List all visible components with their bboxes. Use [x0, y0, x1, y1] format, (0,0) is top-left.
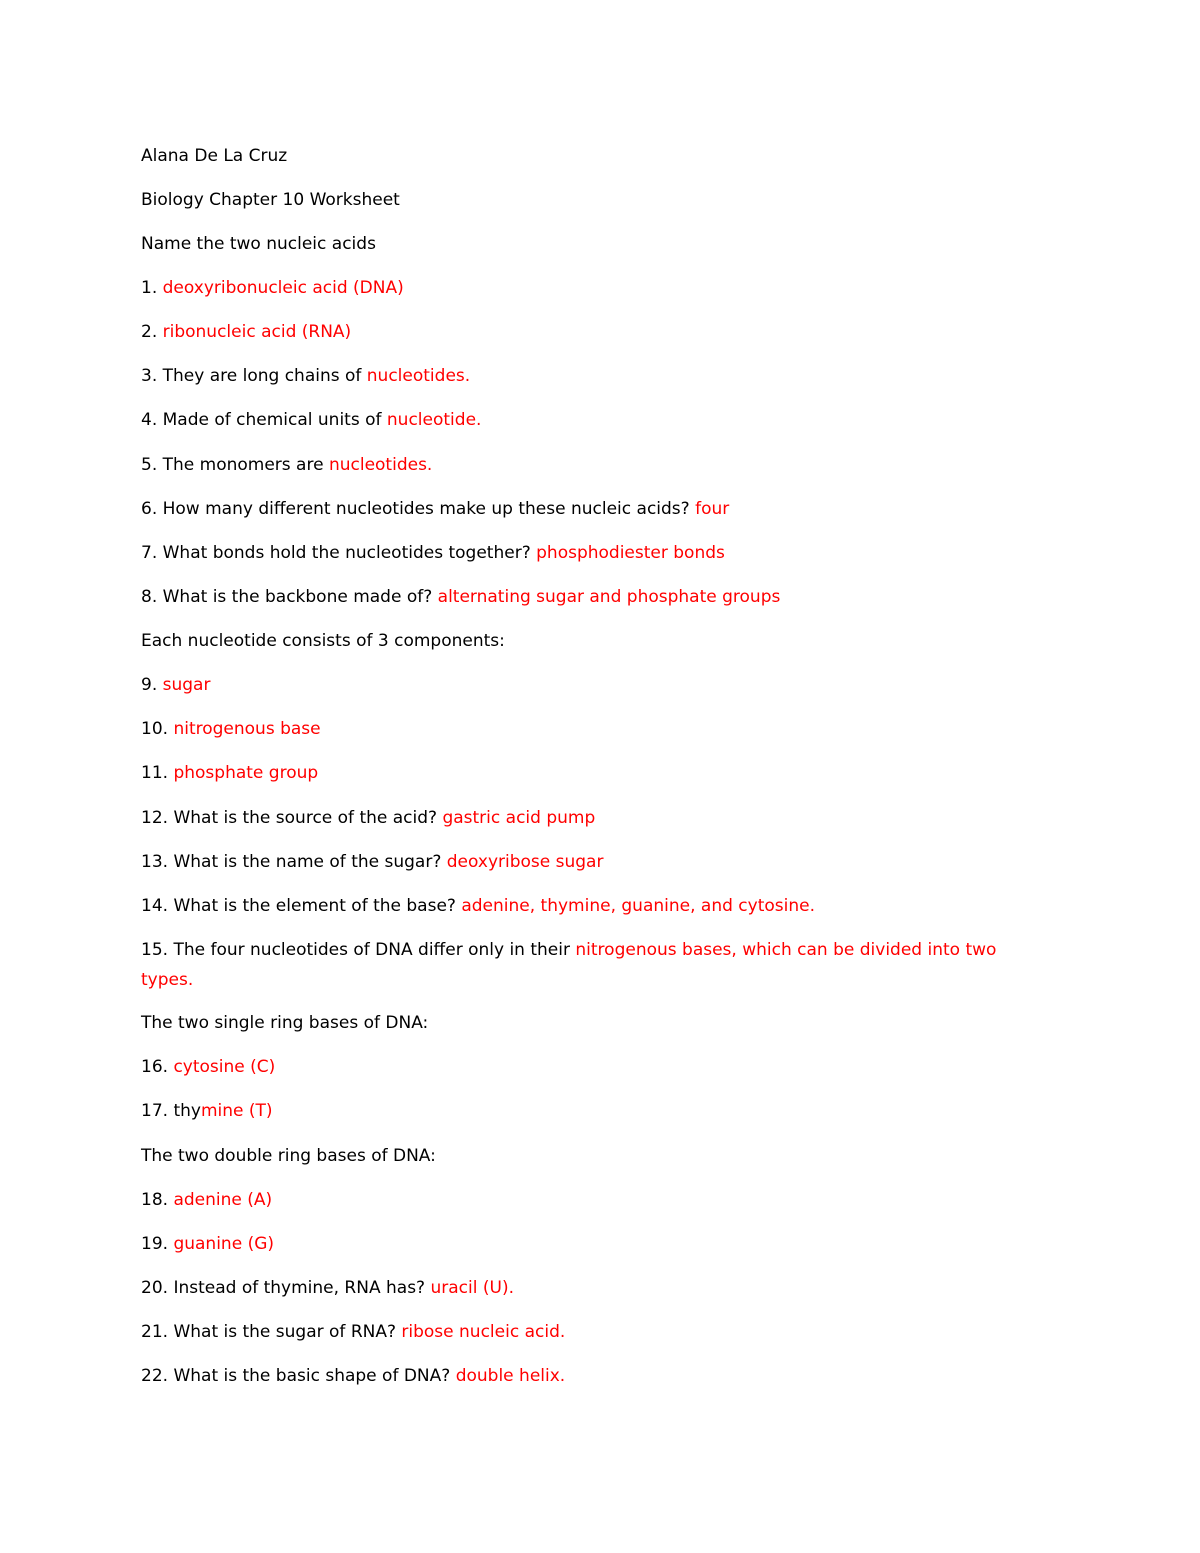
- answer-text: nitrogenous base: [173, 719, 321, 739]
- worksheet-line: 14. What is the element of the base? adenine, thymine, guanine, and cytosine.: [141, 896, 815, 916]
- answer-text: sugar: [162, 675, 211, 695]
- answer-text: ribonucleic acid (RNA): [162, 322, 352, 342]
- worksheet-line: 9. sugar: [141, 675, 211, 695]
- answer-text: nucleotides.: [366, 366, 471, 386]
- answer-text: uracil (U).: [430, 1278, 514, 1298]
- answer-text: ribose nucleic acid.: [401, 1322, 566, 1342]
- worksheet-line: 19. guanine (G): [141, 1234, 275, 1254]
- answer-text: deoxyribose sugar: [446, 852, 604, 872]
- answer-text: phosphodiester bonds: [536, 543, 725, 563]
- answer-text: double helix.: [455, 1366, 566, 1386]
- worksheet-line: 12. What is the source of the acid? gastric acid pump: [141, 808, 596, 828]
- answer-text: gastric acid pump: [442, 808, 596, 828]
- worksheet-line: 2. ribonucleic acid (RNA): [141, 322, 352, 342]
- worksheet-line: 20. Instead of thymine, RNA has? uracil (U).: [141, 1278, 514, 1298]
- worksheet-line: 13. What is the name of the sugar? deoxyribose sugar: [141, 852, 604, 872]
- worksheet-line: 10. nitrogenous base: [141, 719, 321, 739]
- answer-text: guanine (G): [173, 1234, 275, 1254]
- section-heading: Name the two nucleic acids: [141, 234, 376, 254]
- worksheet-line: 1. deoxyribonucleic acid (DNA): [141, 278, 404, 298]
- answer-text: deoxyribonucleic acid (DNA): [162, 278, 404, 298]
- worksheet-line: 4. Made of chemical units of nucleotide.: [141, 410, 482, 430]
- answer-text: adenine (A): [173, 1190, 273, 1210]
- worksheet-title: Biology Chapter 10 Worksheet: [141, 190, 400, 210]
- answer-text: nucleotides.: [328, 455, 433, 475]
- worksheet-line: 22. What is the basic shape of DNA? double helix.: [141, 1366, 566, 1386]
- worksheet-line: 15. The four nucleotides of DNA differ only in their nitrogenous bases, which can be divided into two types.: [141, 940, 997, 990]
- answer-text: nucleotide.: [386, 410, 482, 430]
- answer-text: alternating sugar and phosphate groups: [437, 587, 781, 607]
- worksheet-line: 11. phosphate group: [141, 763, 319, 783]
- worksheet-line: 8. What is the backbone made of? alternating sugar and phosphate groups: [141, 587, 781, 607]
- worksheet-line: 7. What bonds hold the nucleotides together? phosphodiester bonds: [141, 543, 725, 563]
- answer-text: cytosine (C): [173, 1057, 276, 1077]
- answer-text: adenine, thymine, guanine, and cytosine.: [461, 896, 815, 916]
- answer-text: four: [695, 499, 730, 519]
- worksheet-line: 21. What is the sugar of RNA? ribose nucleic acid.: [141, 1322, 566, 1342]
- section-heading: Each nucleotide consists of 3 components:: [141, 631, 505, 651]
- worksheet-line: 6. How many different nucleotides make up these nucleic acids? four: [141, 499, 730, 519]
- student-name: Alana De La Cruz: [141, 146, 288, 166]
- answer-text: phosphate group: [173, 763, 319, 783]
- worksheet-line: 17. thymine (T): [141, 1101, 273, 1121]
- worksheet-line: 3. They are long chains of nucleotides.: [141, 366, 471, 386]
- section-heading: The two single ring bases of DNA:: [141, 1013, 429, 1033]
- answer-text: mine (T): [200, 1101, 273, 1121]
- worksheet-line: 5. The monomers are nucleotides.: [141, 455, 433, 475]
- answer-text: nitrogenous bases, which can be divided into two types.: [141, 940, 997, 990]
- section-heading: The two double ring bases of DNA:: [141, 1146, 436, 1166]
- worksheet-line: 18. adenine (A): [141, 1190, 273, 1210]
- worksheet-line: 16. cytosine (C): [141, 1057, 276, 1077]
